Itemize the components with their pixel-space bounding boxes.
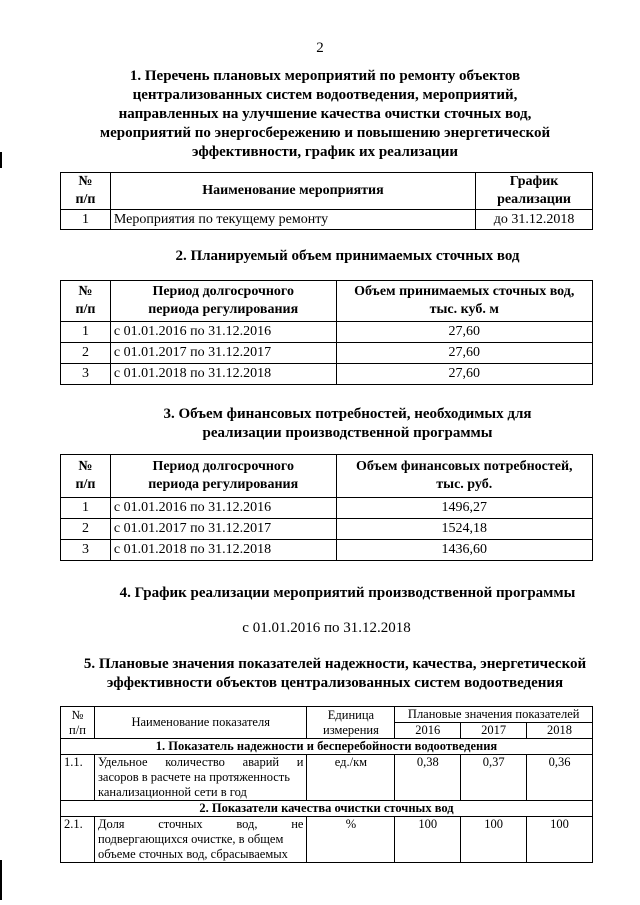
section5-title: 5. Плановые значения показателей надежности, качества, энергетической эффективности объектов централизованных систем водоотведения xyxy=(83,656,587,691)
financial-needs-table xyxy=(60,454,593,561)
section4-title: 4. График реализации мероприятий производственной программы xyxy=(119,585,576,601)
section1-title: 1. Перечень плановых мероприятий по ремонту объектов централизованных систем водоотведения, мероприятий, направленных на улучшение качества очистки сточных вод, мероприятий по энергосбережению и повышению энергетической эффективности, график их реализации xyxy=(99,68,551,160)
table-header-row: № п/п Наименование показателя Единица измерения Плановые значения показателей xyxy=(61,707,593,723)
table-header-row: № п/п Период долгосрочного периода регулирования Объем принимаемых сточных вод, тыс. куб. м xyxy=(61,281,593,322)
page-number: 2 xyxy=(316,40,324,56)
table-row: 2 с 01.01.2017 по 31.12.2017 1524,18 xyxy=(61,519,593,540)
table-row: 2 с 01.01.2017 по 31.12.2017 27,60 xyxy=(61,343,593,364)
table-row: 1 Мероприятия по текущему ремонту до 31.12.2018 xyxy=(61,210,593,230)
table-header-row: № п/п Период долгосрочного периода регулирования Объем финансовых потребностей, тыс. руб. xyxy=(61,455,593,498)
table-group-row: 2. Показатели качества очистки сточных вод xyxy=(61,801,593,817)
indicators-table xyxy=(60,706,593,863)
wastewater-volume-table xyxy=(60,280,593,385)
section4-period: с 01.01.2016 по 31.12.2018 xyxy=(242,620,411,636)
table-row: 1 с 01.01.2016 по 31.12.2016 27,60 xyxy=(61,322,593,343)
table-row: 2.1. Доля сточных вод, не подвергающихся очистке, в общем объеме сточных вод, сбрасываемых % 100 100 100 xyxy=(61,817,593,863)
scan-edge-mark xyxy=(0,860,2,900)
table-header-row: № п/п Наименование мероприятия График реализации xyxy=(61,173,593,210)
table-row: 3 с 01.01.2018 по 31.12.2018 1436,60 xyxy=(61,540,593,561)
scan-edge-mark xyxy=(0,152,2,168)
table-group-row: 1. Показатель надежности и бесперебойности водоотведения xyxy=(61,739,593,755)
table-header-row: 2016 2017 2018 xyxy=(61,723,593,739)
table-row: 3 с 01.01.2018 по 31.12.2018 27,60 xyxy=(61,364,593,385)
section2-title: 2. Планируемый объем принимаемых сточных вод xyxy=(175,248,520,264)
table-row: 1 с 01.01.2016 по 31.12.2016 1496,27 xyxy=(61,498,593,519)
section3-title: 3. Объем финансовых потребностей, необходимых для реализации производственной программы xyxy=(163,406,532,441)
measures-table xyxy=(60,172,593,230)
table-row: 1.1. Удельное количество аварий и засоров в расчете на протяженность канализационной сети в год ед./км 0,38 0,37 0,36 xyxy=(61,755,593,801)
